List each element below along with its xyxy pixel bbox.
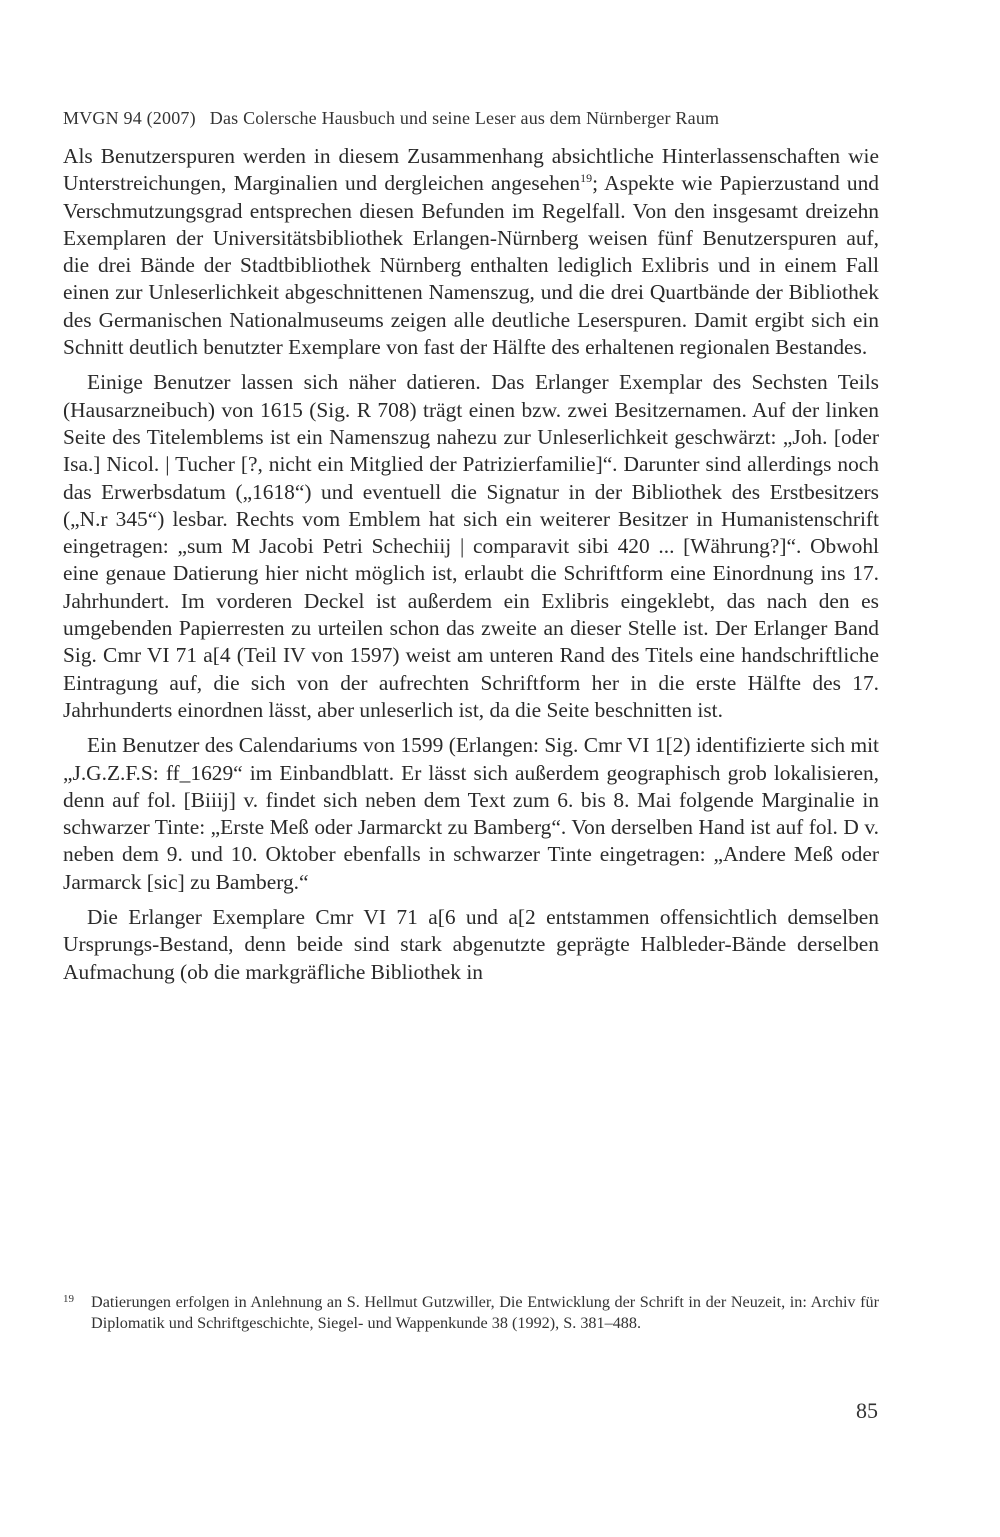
- footnote-reference[interactable]: 19: [580, 171, 593, 186]
- paragraph-3: Ein Benutzer des Calendariums von 1599 (Erlangen: Sig. Cmr VI 1[2) identifizierte sich mit „J.G.Z.F.S: ff_1629“ im Einbandblatt. Er lässt sich außerdem geographisch grob lokalisieren, denn auf fol. [Biiij] v. findet sich neben dem Text zum 6. bis 8. Mai folgende Marginalie in schwarzer Tinte: „Erste Meß oder Jarmarckt zu Bamberg“. Von derselben Hand ist auf fol. D v. neben dem 9. und 10. Oktober ebenfalls in schwarzer Tinte eingetragen: „Andere Meß oder Jarmarck [sic] zu Bamberg.“: [63, 733, 879, 894]
- page-number: 85: [856, 1398, 878, 1423]
- footnotes: [63, 1292, 879, 1334]
- paragraph-4: Die Erlanger Exemplare Cmr VI 71 a[6 und a[2 entstammen offensichtlich demselben Ursprungs-Bestand, denn beide sind stark abgenutzte geprägte Halbleder-Bände derselben Aufmachung (ob die markgräfliche Bibliothek in: [63, 905, 879, 984]
- paragraph-1-start: Als Benutzerspuren werden in diesem Zusammenhang absichtliche Hinterlassenschaften wie Unterstreichungen, Marginalien und dergleichen angesehen: [63, 144, 879, 196]
- journal-reference: MVGN 94 (2007): [63, 108, 196, 128]
- page-content: [63, 108, 879, 986]
- paragraph-1: [63, 143, 879, 361]
- paragraph-2: Einige Benutzer lassen sich näher datieren. Das Erlanger Exemplar des Sechsten Teils (Hausarzneibuch) von 1615 (Sig. R 708) trägt einen bzw. zwei Besitzernamen. Auf der linken Seite des Titelemblems ist ein Namenszug nahezu zur Unleserlichkeit geschwärzt: „Joh. [oder Isa.] Nicol. | Tucher [?, nicht ein Mitglied der Patrizierfamilie]“. Darunter sind allerdings noch das Erwerbsdatum („1618“) und eventuell die Signatur in der Bibliothek des Erstbesitzers („N.r 345“) lesbar. Rechts vom Emblem hat sich ein weiterer Besitzer in Humanistenschrift eingetragen: „sum M Jacobi Petri Schechiij | comparavit sibi 420 ... [Währung?]“. Obwohl eine genaue Datierung hier nicht möglich ist, erlaubt die Schriftform eine Einordnung ins 17. Jahrhundert. Im vorderen Deckel ist außerdem ein Exlibris eingeklebt, das nach den es umgebenden Papierresten zu urteilen schon das zweite an dieser Stelle ist. Der Erlanger Band Sig. Cmr VI 71 a[4 (Teil IV von 1597) weist am unteren Rand des Titels eine handschriftliche Eintragung auf, die sich von der aufrechten Schriftform her in die erste Hälfte des 17. Jahrhunderts einordnen lässt, aber unleserlich ist, da die Seite beschnitten ist.: [63, 370, 879, 722]
- running-header: [63, 108, 879, 129]
- article-title: Das Colersche Hausbuch und seine Leser aus dem Nürnberger Raum: [209, 108, 720, 128]
- footnote-text: Datierungen erfolgen in Anlehnung an S. Hellmut Gutzwiller, Die Entwicklung der Schrift in der Neuzeit, in: Archiv für Diplomatik und Schriftgeschichte, Siegel- und Wappenkunde 38 (1992), S. 381–488.: [91, 1293, 879, 1332]
- footnote-19: [63, 1292, 879, 1334]
- paragraph-1-end: ; Aspekte wie Papierzustand und Verschmutzungsgrad entsprechen diesen Befunden im Regelfall. Von den insgesamt dreizehn Exemplaren der Universitätsbibliothek Erlangen-Nürnberg weisen fünf Benutzerspuren auf, die drei Bände der Stadtbibliothek Nürnberg enthalten lediglich Exlibris und in einem Fall einen zur Unleserlichkeit abgeschnittenen Namenszug, und die drei Quartbände der Bibliothek des Germanischen Nationalmuseums zeigen alle deutliche Leserspuren. Damit ergibt sich ein Schnitt deutlich benutzter Exemplare von fast der Hälfte des erhaltenen regionalen Bestandes.: [63, 171, 879, 360]
- footnote-mark: 19: [63, 1293, 74, 1305]
- body-text: [63, 143, 879, 986]
